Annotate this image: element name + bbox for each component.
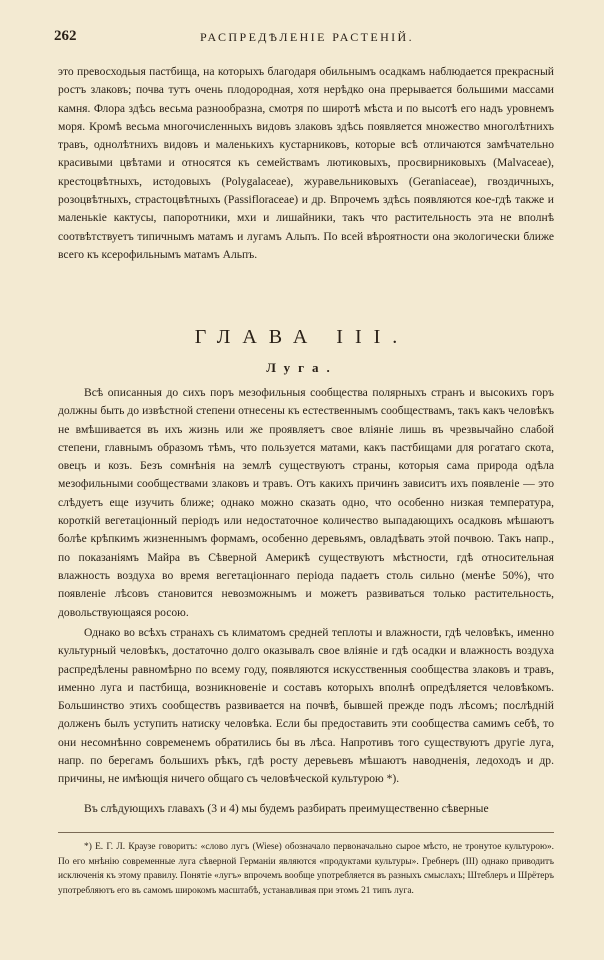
paragraph: Всѣ описанныя до сихъ поръ мезофильныя сообщества полярныхъ странъ и высокихъ горъ должны быть до извѣстной степени отнесены къ естественнымъ сообществамъ, такъ какъ человѣкъ не вмѣшивается въ ихъ жизнь или же проявляетъ свое вліяніе лишь въ чрезвычайно слабой степени, главнымъ образомъ тѣмъ, что пользуется матами, какъ пастбищами для рогатаго скота, овецъ и козъ. Безъ сомнѣнія на землѣ существуютъ страны, которыя сама природа одѣла мезофильными сообществами злаковъ и травъ. Отъ какихъ причинъ зависитъ ихъ появленіе — это слѣдуетъ еще изучить ближе; однако можно сказать одно, что особенно низкая температура, короткій вегетаціонный періодъ или недостаточное количество выпадающихъ осадковъ мѣшаютъ болѣе крѣпкимъ жизненнымъ формамъ, особенно деревьямъ, овладѣвать этой почвою. Такъ напр., по показаніямъ Майра въ Сѣверной Америкѣ существуютъ мѣстности, гдѣ относительная влажность воздуха во время вегетаціоннаго періода падаетъ столь сильно (менѣе 50%), что появленіе лѣсовъ становится невозможнымъ и можетъ развиваться только растительность, довольствующаяся росою. [58,386,554,619]
running-title: РАСПРЕДѢЛЕНІЕ РАСТЕНІЙ. [200,30,414,44]
footnote-divider [58,832,554,833]
paragraph-continuation: это превосходьыя пастбища, на которыхъ благодаря обильнымъ осадкамъ наблюдается прекрасный ростъ злаковъ; почва тутъ очень плодородная, хотя нерѣдко она прерывается большими массами камня. Флора здѣсь весьма разнообразна, смотря по широтѣ мѣста и по высотѣ его надъ уровнемъ моря. Кромѣ весьма многочисленныхъ видовъ злаковъ здѣсь появляется множество многолѣтнихъ травъ, однолѣтнихъ видовъ и маленькихъ кустарниковъ, которые всѣ отличаются замѣчательно красивыми цвѣтами и относятся къ семействамъ лютиковыхъ, просвирниковыхъ (Malvaceae), крестоцвѣтныхъ, истодовыхъ (Polygalaceae), журавельниковыхъ (Geraniaceae), гвоздичныхъ, розоцвѣтныхъ, страстоцвѣтныхъ (Passifloraceae) и др. Впрочемъ здѣсь появляются кое-гдѣ также и маленькіе кактусы, папоротники, мхи и лишайники, такъ что растительность эта не вполнѣ соотвѣтствуетъ типичнымъ матамъ и лугамъ Альпъ. По всей вѣроятности она экологически ближе всего къ ксерофильнымъ матамъ Альпъ. [58,65,554,261]
running-head [0,28,604,48]
footnote: *) Е. Г. Л. Краузе говоритъ: «слово лугъ (Wiese) обозначало первоначально сырое мѣсто, не тронутое культурою». По его мнѣнію современные луга сѣверной Германіи являются «продуктами культуры». Гребнеръ (III) однако приводитъ исключенія къ этому правилу. Понятіе «лугъ» впрочемъ вообще употребляется въ разныхъ смыслахъ; Штеблеръ и Шрётеръ употребляютъ его въ самомъ широкомъ масштабѣ, устанавливая при этомъ 21 типъ луга. [58,842,554,896]
paragraph: Однако во всѣхъ странахъ съ климатомъ средней теплоты и влажности, гдѣ человѣкъ, именно культурный человѣкъ, достаточно долго оказывалъ свое вліяніе и гдѣ осадки и влажность воздуха распредѣлены равномѣрно по всему году, появляются искусственныя сообщества злаковъ и травъ, именно луга и пастбища, возникновеніе и составъ которыхъ вполнѣ опредѣляется человѣкомъ. Большинство этихъ сообществъ развивается на почвѣ, бывшей прежде подъ лѣсомъ; послѣдній долженъ былъ уступить натиску человѣка. Если бы предоставить эти сообщества самимъ себѣ, то они несомнѣнно современемъ обратились бы въ лѣса. Напротивъ того существуютъ другіе луга, напр. по берегамъ большихъ рѣкъ, гдѣ росту деревьевъ мѣшаютъ наводненія, ледоходъ и др. причины, не имѣющія ничего общаго съ человѣческой культурою *). [58,626,554,786]
page-number: 262 [54,28,77,44]
chapter-title: ГЛАВА III. [194,326,410,348]
paragraph: Въ слѣдующихъ главахъ (3 и 4) мы будемъ разбирать преимущественно сѣверные [84,802,489,815]
section-title: Луга. [266,360,338,375]
